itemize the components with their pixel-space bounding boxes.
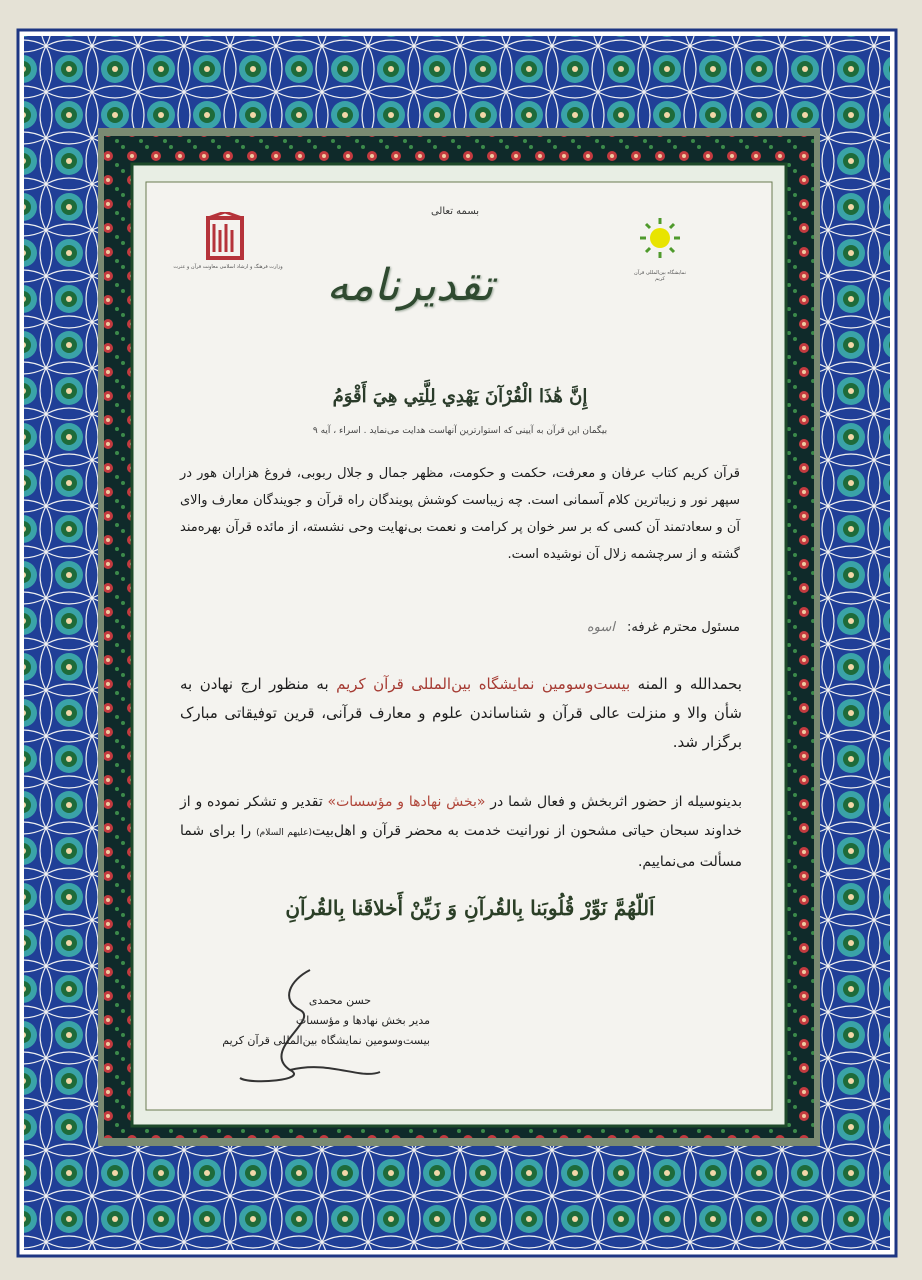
- signatory-name: حسن محمدی: [308, 994, 372, 1007]
- body-paragraph-2: [180, 788, 742, 877]
- salutation: [330, 620, 740, 635]
- p3-before: بدینوسیله از حضور اثربخش و فعال شما در: [485, 794, 742, 810]
- verse-translation: بیگمان این قرآن به آیینی که استوارترین آنهاست هدایت می‌نماید . اسراء ، آیه ۹: [312, 426, 608, 436]
- closing-prayer: اَللّهُمَّ نَوِّرْ قُلُوبَنا بِالقُرآنِ وَ زَیِّنْ أَخلاقَنا بِالقُرآنِ: [285, 896, 655, 920]
- handwritten-signature: [220, 960, 400, 1100]
- p3-middle: تقدیر و تشکر نموده و از خداوند سبحان حیاتی مشحون از نورانیت خدمت به محضر قرآن و اهل‌بیت: [180, 794, 742, 839]
- p3-honorific: (علیهم السلام): [256, 828, 313, 838]
- certificate-title: تقدیرنامه: [326, 260, 494, 311]
- invocation-text: بسمه تعالی: [430, 206, 480, 217]
- p2-after: به منظور ارج نهادن به شأن والا و منزلت عالی قرآن و شناساندن علوم و معارف قرآنی، قرین توفیقاتی مبارک برگزار شد.: [180, 675, 742, 751]
- section-name: «بخش نهادها و مؤسسات»: [327, 794, 486, 810]
- intro-paragraph: قرآن کریم کتاب عرفان و معرفت، حکمت و حکومت، مظهر جمال و جلال ربوبی، فروغ هزاران هور در سپهر نور و زیباترین کلام آسمانی است. چه زیباست کوشش پویندگان راه قرآن و جویندگان معارف والای آن و سعادتمند آن کسی که بر سر خوان پر کرامت و نعمت بی‌نهایت وحی نشسته، از مائده قرآن بهره‌مند گشته و از سرچشمه زلال آن نوشیده است.: [180, 466, 740, 562]
- p3-end: را برای شما مسألت می‌نماییم.: [180, 823, 742, 870]
- signatory-organization: بیست‌وسومین نمایشگاه بین‌المللی قرآن کریم: [222, 1034, 430, 1047]
- body-paragraph-1: [180, 670, 742, 757]
- handwritten-booth-name: اسوه: [586, 620, 615, 635]
- signatory-title: مدیر بخش نهادها و مؤسسات: [295, 1014, 430, 1027]
- exhibition-name: بیست‌وسومین نمایشگاه بین‌المللی قرآن کریم: [336, 675, 631, 693]
- quran-verse: إِنَّ هَٰذَا الْقُرْآنَ يَهْدِي لِلَّتِي هِيَ أَقْوَمُ: [332, 386, 588, 407]
- salutation-label: مسئول محترم غرفه:: [627, 620, 740, 635]
- ministry-logo-caption: وزارت فرهنگ و ارشاد اسلامی معاونت قرآن و عترت: [173, 264, 283, 270]
- p2-before: بحمدالله و المنه: [630, 675, 742, 693]
- exhibition-logo-caption: نمایشگاه بین‌المللی قرآن کریم: [634, 270, 686, 282]
